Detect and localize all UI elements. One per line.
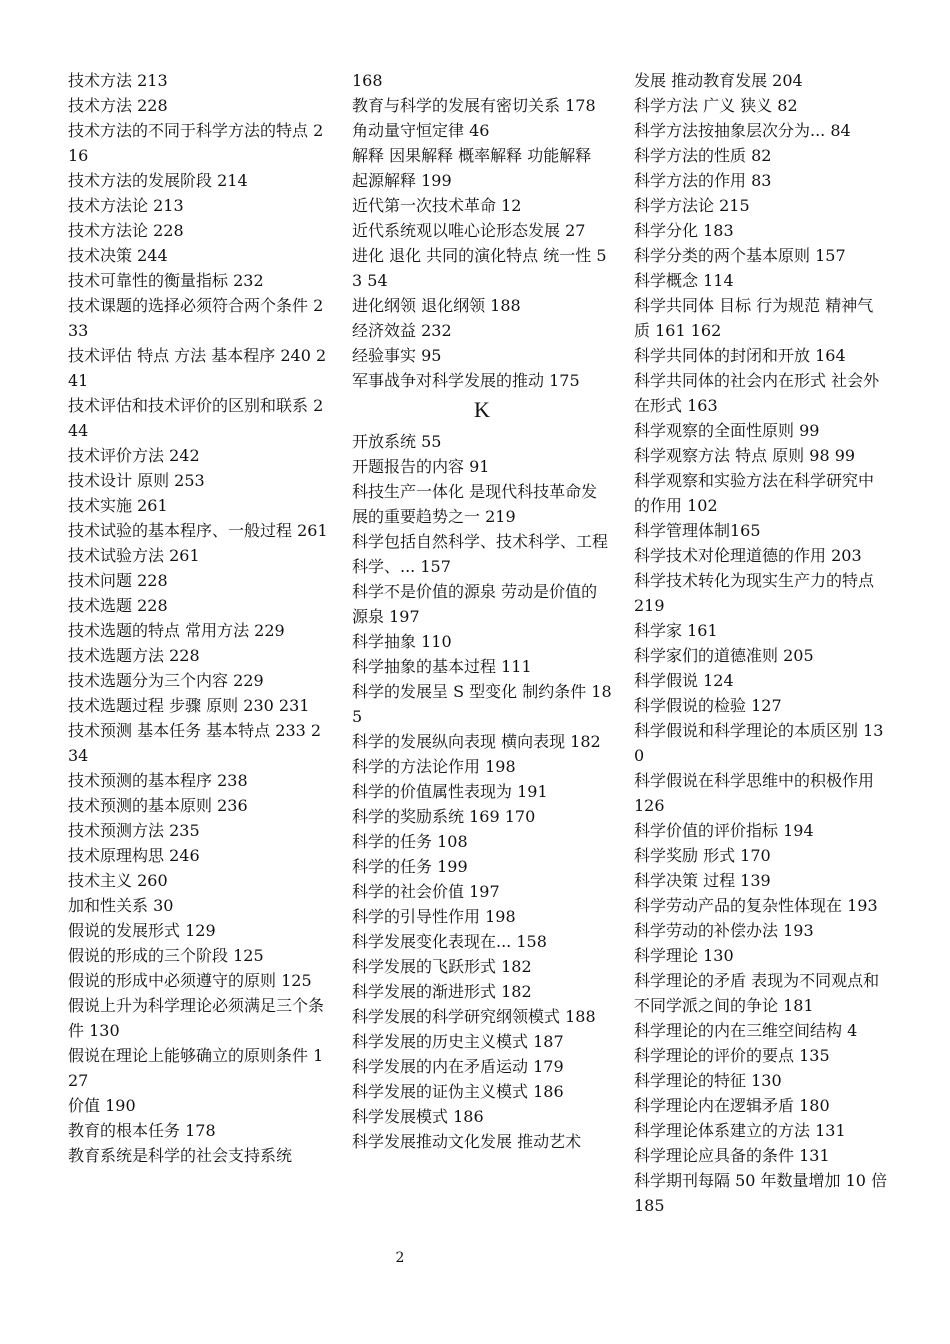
index-entry: 科学观察的全面性原则 99 [634,421,820,440]
index-entry: 科学的发展呈 S 型变化 制约条件 185 [352,682,612,726]
index-entry: 近代第一次技术革命 12 [352,196,522,215]
index-entry: 解释 因果解释 概率解释 功能解释 起源解释 199 [352,146,592,190]
index-entry: 进化 退化 共同的演化特点 统一性 53 54 [352,246,607,290]
index-entry: 科学发展的内在矛盾运动 179 [352,1057,564,1076]
index-column-1 [68,68,328,1168]
index-entry: 技术主义 260 [68,871,168,890]
index-entry: 科学包括自然科学、技术科学、工程科学、... 157 [352,532,609,576]
index-entry: 技术试验方法 261 [68,546,200,565]
index-entry: 技术预测 基本任务 基本特点 233 234 [68,721,322,765]
index-entry: 科学管理体制165 [634,521,761,540]
index-entry: 科学方法论 215 [634,196,750,215]
index-entry: 技术选题 228 [68,596,168,615]
index-entry: 技术选题分为三个内容 229 [68,671,264,690]
index-entry: 科学的发展纵向表现 横向表现 182 [352,732,601,751]
page-number: 2 [395,1250,405,1266]
section-letter-heading: K [474,397,490,422]
index-entry: 科学理论的内在三维空间结构 4 [634,1021,858,1040]
index-entry: 科学观察和实验方法在科学研究中的作用 102 [634,471,875,515]
index-entry: 科学的任务 199 [352,857,468,876]
index-entry: 科学奖励 形式 170 [634,846,771,865]
index-entry: 开题报告的内容 91 [352,457,490,476]
index-entry: 技术选题的特点 常用方法 229 [68,621,285,640]
index-entry: 假说在理论上能够确立的原则条件 127 [68,1046,324,1090]
index-entry: 技术预测方法 235 [68,821,200,840]
index-entry: 科学理论体系建立的方法 131 [634,1121,846,1140]
index-entry: 假说的形成的三个阶段 125 [68,946,264,965]
index-entry: 科学共同体的社会内在形式 社会外在形式 163 [634,371,880,415]
index-entry: 科学概念 114 [634,271,734,290]
index-entry: 教育的根本任务 178 [68,1121,216,1140]
index-entry: 科学假说的检验 127 [634,696,782,715]
index-entry: 科学的社会价值 197 [352,882,500,901]
index-entry: 科学发展变化表现在... 158 [352,932,547,951]
index-entry: 科学家们的道德准则 205 [634,646,814,665]
index-entry: 角动量守恒定律 46 [352,121,490,140]
index-entry: 科学发展的科学研究纲领模式 188 [352,1007,596,1026]
index-entry: 科学共同体 目标 行为规范 精神气质 161 162 [634,296,874,340]
index-entry: 科学的奖励系统 169 170 [352,807,536,826]
index-entry: 技术评估和技术评价的区别和联系 244 [68,396,324,440]
index-entry: 科学技术转化为现实生产力的特点 219 [634,571,875,615]
index-entry: 科学抽象的基本过程 111 [352,657,532,676]
index-entry: 技术原理构思 246 [68,846,200,865]
index-entry: 技术方法的发展阶段 214 [68,171,248,190]
index-entry: 科学方法按抽象层次分为... 84 [634,121,851,140]
index-entry: 技术预测的基本原则 236 [68,796,248,815]
index-entry: 科学期刊每隔 50 年数量增加 10 倍 185 [634,1171,888,1215]
index-entry: 技术课题的选择必须符合两个条件 233 [68,296,324,340]
index-entry: 假说上升为科学理论必须满足三个条件 130 [68,996,325,1040]
index-entry: 技术方法 228 [68,96,168,115]
index-entry: 技术评估 特点 方法 基本程序 240 241 [68,346,327,390]
index-entry: 168 [352,71,383,90]
index-entry: 科学发展的证伪主义模式 186 [352,1082,564,1101]
index-entry: 科学发展的渐进形式 182 [352,982,532,1001]
index-entry: 科学技术对伦理道德的作用 203 [634,546,862,565]
index-entry: 科学方法 广义 狭义 82 [634,96,798,115]
index-entry: 科学理论 130 [634,946,734,965]
index-entry: 科学的方法论作用 198 [352,757,516,776]
index-entry: 技术设计 原则 253 [68,471,205,490]
index-entry: 发展 推动教育发展 204 [634,71,803,90]
index-entry: 科学发展的历史主义模式 187 [352,1032,564,1051]
index-entry: 教育与科学的发展有密切关系 178 [352,96,596,115]
index-entry: 近代系统观以唯心论形态发展 27 [352,221,586,240]
index-entry: 技术试验的基本程序、一般过程 261 [68,521,328,540]
index-entry: 技术方法的不同于科学方法的特点 216 [68,121,324,165]
index-entry: 军事战争对科学发展的推动 175 [352,371,580,390]
index-entry: 科学分化 183 [634,221,734,240]
index-entry: 科学理论内在逻辑矛盾 180 [634,1096,830,1115]
index-entry: 科技生产一体化 是现代科技革命发展的重要趋势之一 219 [352,482,598,526]
index-column-2 [352,68,612,1154]
index-entry: 假说的发展形式 129 [68,921,216,940]
index-entry: 技术方法论 228 [68,221,184,240]
index-entry: 科学假说 124 [634,671,734,690]
index-entry: 科学方法的性质 82 [634,146,772,165]
index-entry: 经济效益 232 [352,321,452,340]
index-entry: 科学的引导性作用 198 [352,907,516,926]
index-entry: 进化纲领 退化纲领 188 [352,296,521,315]
index-entry: 科学方法的作用 83 [634,171,772,190]
index-entry: 科学理论的矛盾 表现为不同观点和不同学派之间的争论 181 [634,971,880,1015]
index-entry: 科学不是价值的源泉 劳动是价值的源泉 197 [352,582,598,626]
index-entry: 技术方法论 213 [68,196,184,215]
index-entry: 科学假说在科学思维中的积极作用 126 [634,771,875,815]
index-entry: 技术问题 228 [68,571,168,590]
index-entry: 技术预测的基本程序 238 [68,771,248,790]
index-entry: 科学理论的评价的要点 135 [634,1046,830,1065]
index-entry: 科学劳动的补偿办法 193 [634,921,814,940]
index-entry: 科学的任务 108 [352,832,468,851]
index-entry: 科学劳动产品的复杂性体现在 193 [634,896,878,915]
index-entry: 技术可靠性的衡量指标 232 [68,271,264,290]
index-entry: 科学家 161 [634,621,718,640]
index-entry: 科学发展推动文化发展 推动艺术 [352,1132,582,1151]
index-entry: 加和性关系 30 [68,896,174,915]
index-entry: 假说的形成中必须遵守的原则 125 [68,971,312,990]
index-entry: 科学理论的特征 130 [634,1071,782,1090]
index-entry: 科学发展的飞跃形式 182 [352,957,532,976]
index-entry: 科学分类的两个基本原则 157 [634,246,846,265]
index-entry: 教育系统是科学的社会支持系统 [68,1146,293,1165]
index-entry: 科学假说和科学理论的本质区别 130 [634,721,884,765]
index-entry: 价值 190 [68,1096,136,1115]
index-entry: 科学价值的评价指标 194 [634,821,814,840]
index-entry: 技术评价方法 242 [68,446,200,465]
index-entry: 技术选题过程 步骤 原则 230 231 [68,696,310,715]
index-entry: 技术实施 261 [68,496,168,515]
index-entry: 科学发展模式 186 [352,1107,484,1126]
index-entry: 开放系统 55 [352,432,442,451]
index-entry: 技术方法 213 [68,71,168,90]
index-entry: 科学观察方法 特点 原则 98 99 [634,446,856,465]
index-entry: 科学共同体的封闭和开放 164 [634,346,846,365]
index-entry: 技术决策 244 [68,246,168,265]
index-entry: 技术选题方法 228 [68,646,200,665]
index-entry: 科学决策 过程 139 [634,871,771,890]
index-entry: 科学的价值属性表现为 191 [352,782,548,801]
index-column-3 [634,68,888,1218]
index-entry: 经验事实 95 [352,346,442,365]
index-entry: 科学抽象 110 [352,632,452,651]
index-entry: 科学理论应具备的条件 131 [634,1146,830,1165]
